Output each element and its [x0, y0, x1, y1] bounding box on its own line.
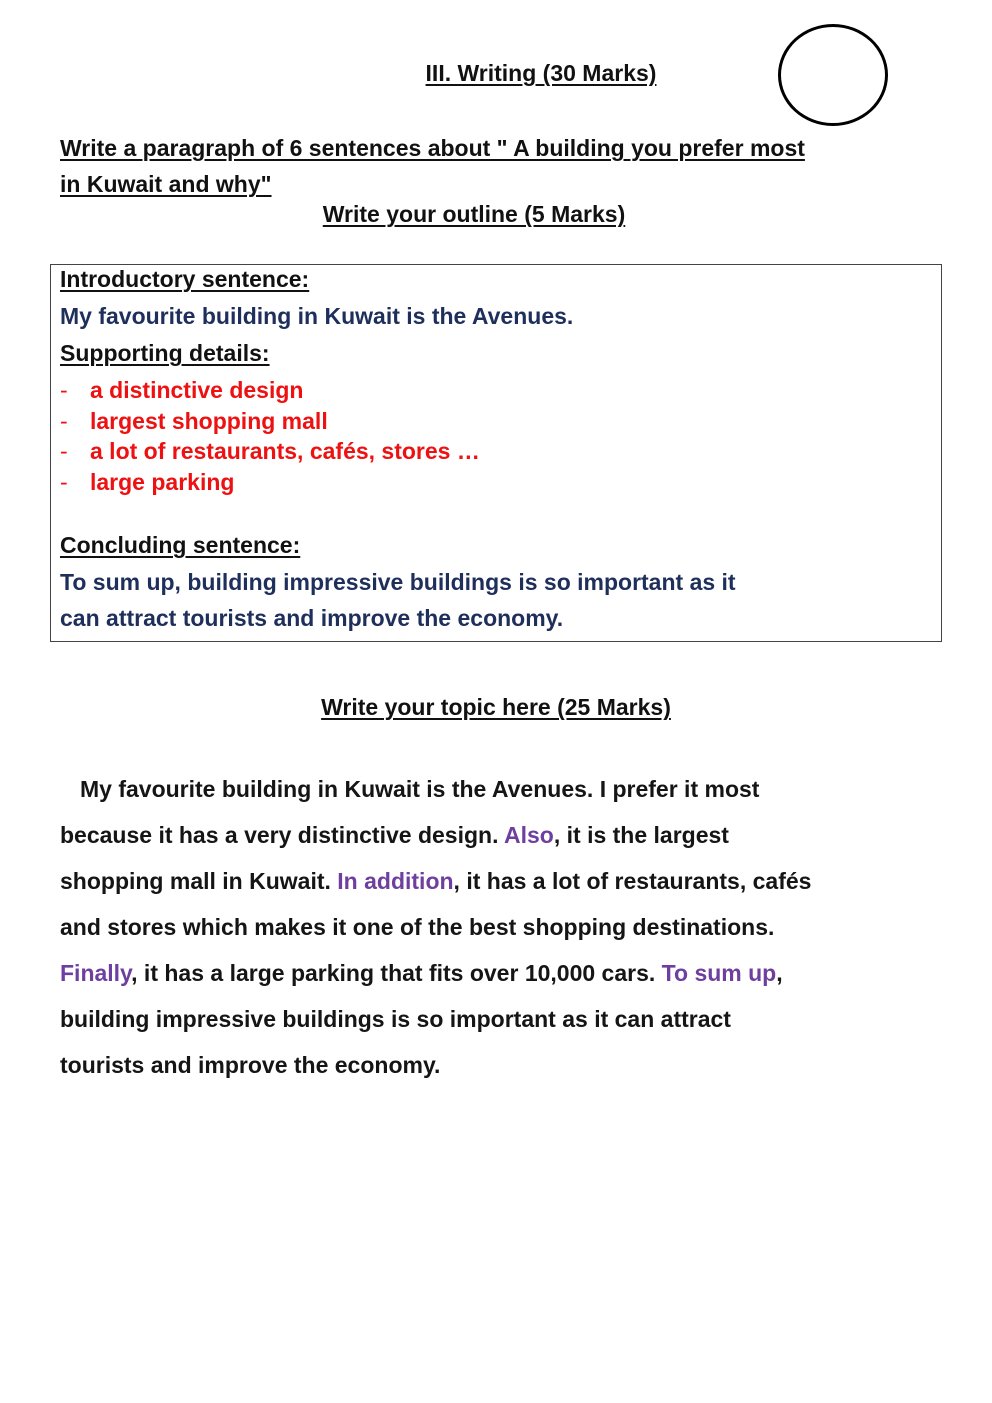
essay-line: and stores which makes it one of the best shopping destinations.: [60, 914, 775, 940]
introductory-sentence: My favourite building in Kuwait is the Avenues.: [60, 303, 574, 329]
essay-line: [60, 858, 950, 904]
score-circle: [778, 24, 888, 126]
outline-heading: [0, 201, 948, 228]
essay-line: [60, 812, 950, 858]
task-prompt: [60, 130, 940, 202]
essay-text: because it has a very distinctive design.: [60, 822, 504, 848]
supporting-detail-item: [60, 469, 234, 496]
concluding-sentence-line-1: To sum up, building impressive buildings is so important as it: [60, 569, 736, 595]
bullet-dash: -: [60, 408, 68, 434]
supporting-detail-text: a distinctive design: [90, 377, 304, 403]
essay-text: , it is the largest: [553, 822, 729, 848]
essay-text: shopping mall in Kuwait.: [60, 868, 338, 894]
concluding-sentence-line-2: can attract tourists and improve the economy.: [60, 605, 564, 631]
supporting-detail-item: [60, 377, 303, 404]
bullet-dash: -: [60, 377, 68, 403]
supporting-detail-item: [60, 408, 328, 435]
essay-text: , it has a lot of restaurants, cafés: [453, 868, 812, 894]
task-prompt-line-1: Write a paragraph of 6 sentences about " A building you prefer most: [60, 135, 805, 161]
supporting-detail-text: a lot of restaurants, cafés, stores …: [90, 438, 480, 464]
section-title: III. Writing (30 Marks): [425, 60, 657, 86]
essay-line: building impressive buildings is so important as it can attract: [60, 1006, 731, 1032]
task-prompt-line-2: in Kuwait and why": [60, 171, 272, 197]
transition-word: Also: [504, 822, 554, 848]
transition-word: In addition: [337, 868, 454, 894]
essay-line: tourists and improve the economy.: [60, 1052, 441, 1078]
bullet-dash: -: [60, 438, 68, 464]
bullet-dash: -: [60, 469, 68, 495]
supporting-detail-item: [60, 438, 480, 465]
topic-heading: [0, 694, 992, 721]
topic-heading-text: Write your topic here (25 Marks): [321, 694, 671, 720]
supporting-detail-text: large parking: [90, 469, 235, 495]
essay-text: ,: [776, 960, 783, 986]
outline-heading-text: Write your outline (5 Marks): [322, 201, 626, 227]
essay-paragraph: [60, 766, 950, 1088]
supporting-label: Supporting details:: [60, 340, 270, 366]
essay-text: , it has a large parking that fits over 10,000 cars.: [131, 960, 662, 986]
supporting-detail-text: largest shopping mall: [90, 408, 328, 434]
introductory-label: Introductory sentence:: [60, 266, 310, 292]
concluding-label: Concluding sentence:: [60, 532, 301, 558]
transition-word: Finally: [60, 960, 132, 986]
transition-word: To sum up: [661, 960, 777, 986]
essay-line: My favourite building in Kuwait is the Avenues. I prefer it most: [80, 776, 760, 802]
essay-line: [60, 950, 950, 996]
